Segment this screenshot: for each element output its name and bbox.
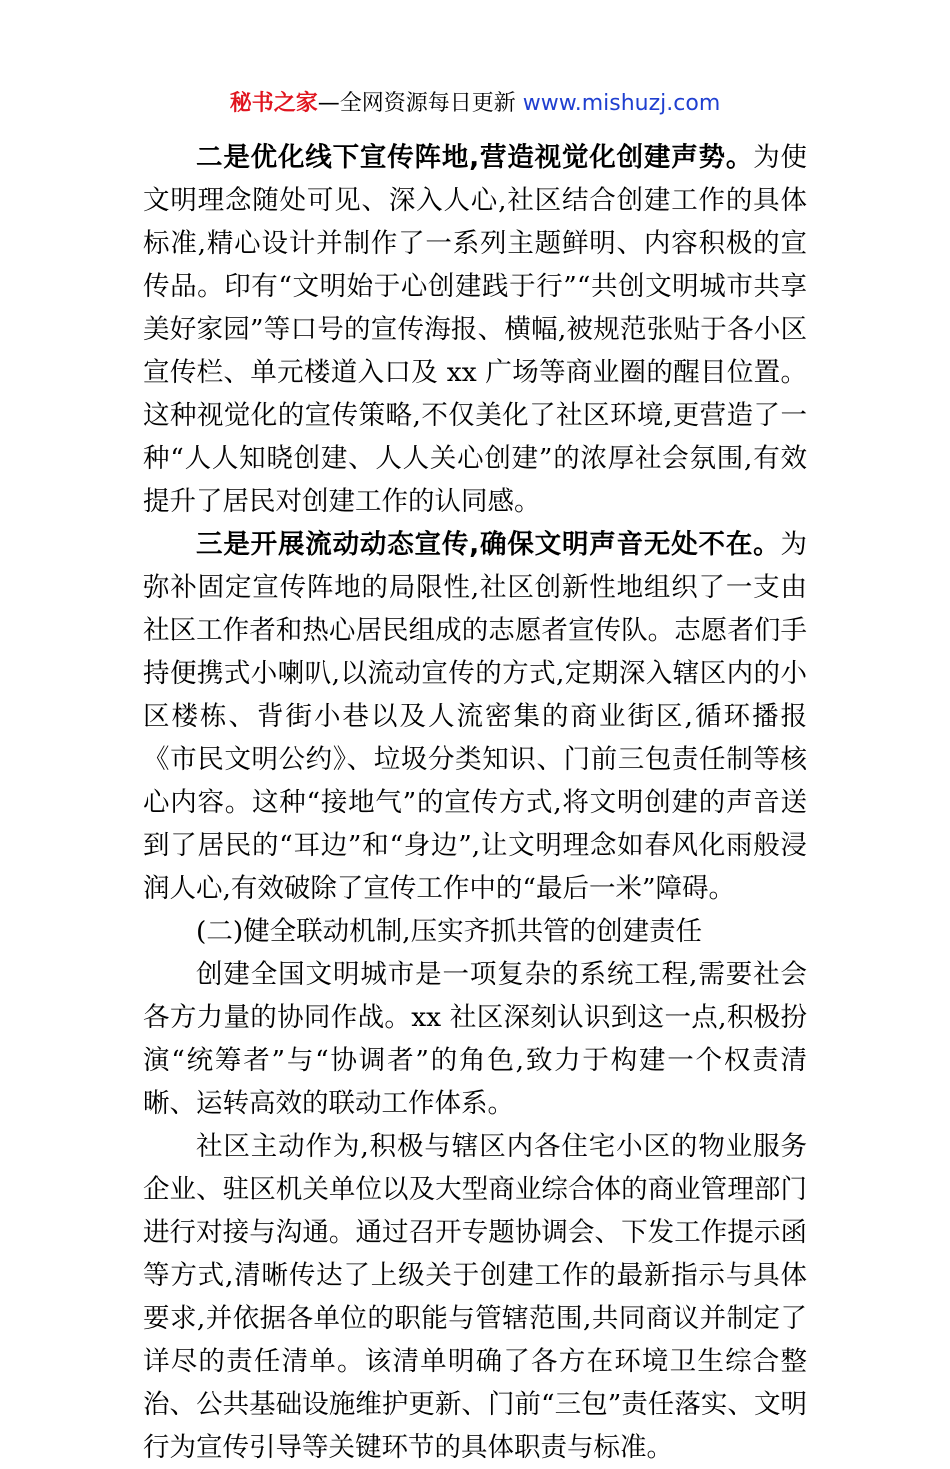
page-header: [0, 88, 950, 120]
paragraph-text: 社区主动作为,积极与辖区内各住宅小区的物业服务企业、驻区机关单位以及大型商业综合体的商业管理部门进行对接与沟通。通过召开专题协调会、下发工作提示函等方式,清晰传达了上级关于创建工作的最新指示与具体要求,并依据各单位的职能与管辖范围,共同商议并制定了详尽的责任清单。该清单明确了各方在环境卫生综合整治、公共基础设施维护更新、门前“三包”责任落实、文明行为宣传引导等关键环节的具体职责与标准。: [143, 1131, 807, 1463]
paragraph-offline-publicity: [143, 136, 807, 523]
header-tagline: —全网资源每日更新: [317, 91, 523, 116]
paragraph-system-engineering: [143, 953, 807, 1125]
section-heading-text: (二)健全联动机制,压实齐抓共管的创建责任: [196, 916, 703, 947]
brand-name: 秘书之家: [229, 91, 318, 116]
paragraph-lead: 三是开展流动动态宣传,确保文明声音无处不在。: [196, 529, 781, 560]
section-heading: [143, 910, 807, 953]
paragraph-lead: 二是优化线下宣传阵地,营造视觉化创建声势。: [196, 142, 754, 173]
document-body: [143, 136, 807, 1469]
paragraph-text: 为使文明理念随处可见、深入人心,社区结合创建工作的具体标准,精心设计并制作了一系列主题鲜明、内容积极的宣传品。印有“文明始于心创建践于行”“共创文明城市共享美好家园”等口号的宣传海报、横幅,被规范张贴于各小区宣传栏、单元楼道入口及 xx 广场等商业圈的醒目位置。这种视觉化的宣传策略,不仅美化了社区环境,更营造了一种“人人知晓创建、人人关心创建”的浓厚社会氛围,有效提升了居民对创建工作的认同感。: [143, 142, 808, 517]
paragraph-responsibility-list: [143, 1125, 807, 1469]
paragraph-mobile-publicity: [143, 523, 807, 910]
paragraph-text: 为弥补固定宣传阵地的局限性,社区创新性地组织了一支由社区工作者和热心居民组成的志愿者宣传队。志愿者们手持便携式小喇叭,以流动宣传的方式,定期深入辖区内的小区楼栋、背街小巷以及人流密集的商业街区,循环播报《市民文明公约》、垃圾分类知识、门前三包责任制等核心内容。这种“接地气”的宣传方式,将文明创建的声音送到了居民的“耳边”和“身边”,让文明理念如春风化雨般浸润人心,有效破除了宣传工作中的“最后一米”障碍。: [143, 529, 807, 904]
website-link[interactable]: www.mishuzj.com: [522, 91, 721, 116]
paragraph-text: 创建全国文明城市是一项复杂的系统工程,需要社会各方力量的协同作战。xx 社区深刻认识到这一点,积极扮演“统筹者”与“协调者”的角色,致力于构建一个权责清晰、运转高效的联动工作体系。: [143, 959, 807, 1119]
